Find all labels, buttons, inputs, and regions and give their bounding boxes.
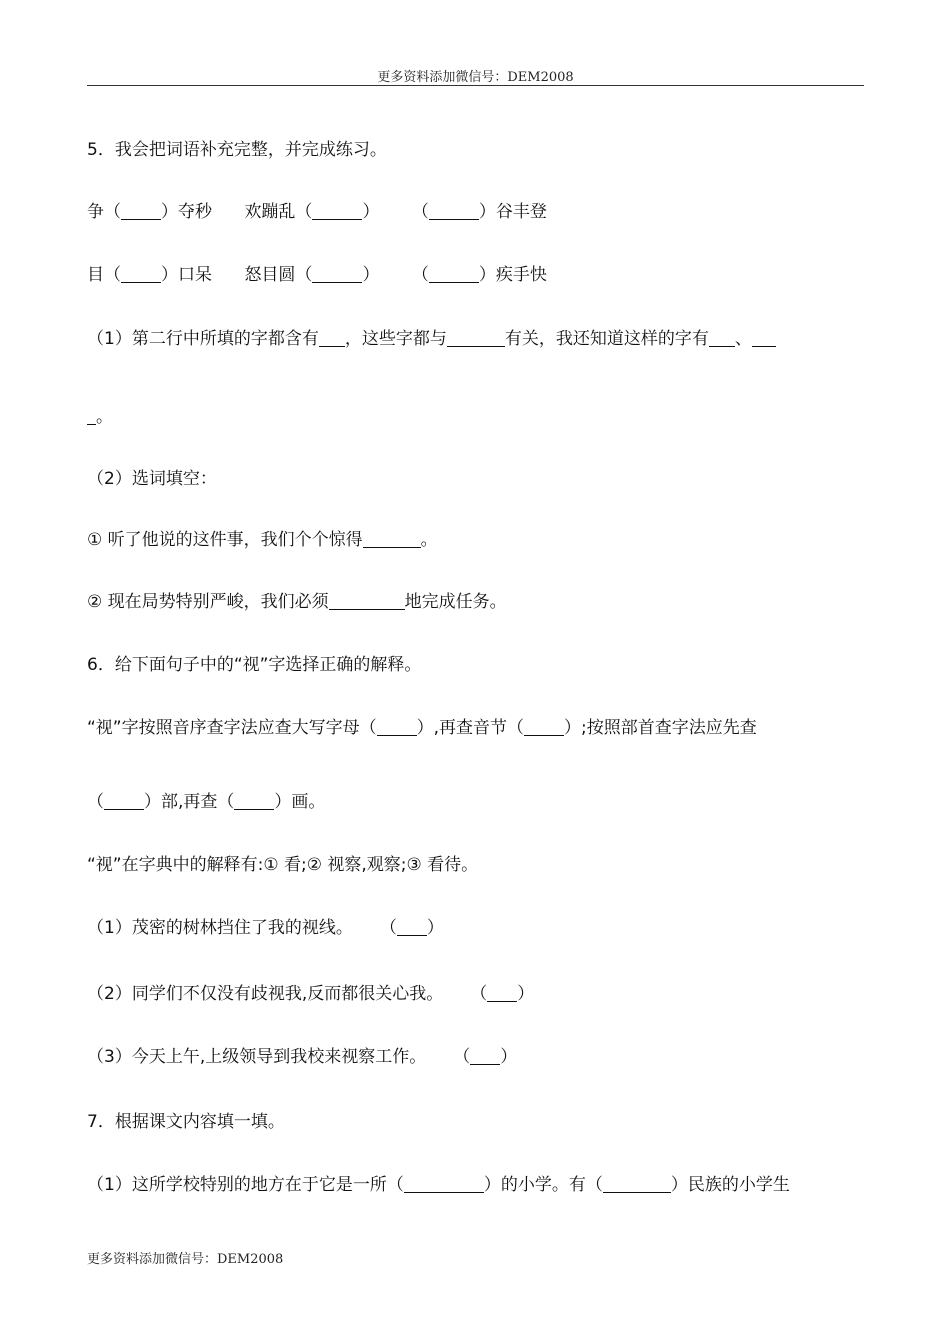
q5-row2-word2-end: ）	[362, 265, 380, 285]
q6-title: 6．给下面句子中的“视”字选择正确的解释。	[87, 655, 422, 675]
q5-sub1-blank2[interactable]	[447, 329, 505, 347]
q7-ethnic-blank[interactable]	[603, 1175, 671, 1193]
q5-sub1-blank3[interactable]	[709, 329, 735, 347]
q5-row2-word3-start: （	[411, 265, 429, 285]
page-footer: 更多资料添加微信号：DEM2008	[87, 1252, 284, 1267]
q5-row1-blank2[interactable]	[312, 202, 362, 220]
q5-item2-end: 地完成任务。	[404, 592, 507, 612]
q6-s2-blank[interactable]	[487, 984, 517, 1002]
q6-line1-part1: “视”字按照音序查字法应查大写字母（	[87, 718, 377, 738]
q6-line1	[87, 716, 757, 740]
q5-row1-word3-end: ）谷丰登	[478, 202, 547, 222]
q6-s3-close: ）	[500, 1047, 518, 1067]
q5-item2-text: ② 现在局势特别严峻，我们必须	[87, 592, 329, 612]
q5-item1-end: 。	[420, 530, 438, 550]
q6-line2-part3: ）画。	[274, 792, 326, 812]
q5-sub1-blank1[interactable]	[319, 329, 345, 347]
q6-s1-text: （1）茂密的树林挡住了我的视线。	[87, 918, 353, 938]
q5-sub1-part3: 有关，我还知道这样的字有	[504, 329, 709, 349]
q5-sub1-part1: （1）第二行中所填的字都含有	[87, 329, 319, 349]
q6-s1-close: ）	[426, 918, 444, 938]
q5-row1	[87, 200, 547, 224]
q5-sub1-part2: ，这些字都与	[344, 329, 447, 349]
q5-item2	[87, 590, 507, 614]
q5-row2-word1-start: 目（	[87, 265, 121, 285]
q5-sub1-blank4-cont[interactable]	[87, 407, 96, 425]
header-rule	[87, 85, 864, 86]
q5-row1-word2-end: ）	[362, 202, 380, 222]
q6-line1-part2: ）,再查音节（	[416, 718, 525, 738]
q6-line1-part3: ）;按照部首查字法应先查	[564, 718, 757, 738]
q6-s1-open: （	[379, 918, 397, 938]
q7-title: 7．根据课文内容填一填。	[87, 1112, 285, 1132]
q5-sub2-title: （2）选词填空：	[87, 469, 217, 489]
q7-line1	[87, 1173, 790, 1197]
q5-row2-word2-start: 怒目圆（	[244, 265, 313, 285]
q7-line1-part2: ）的小学。有（	[483, 1175, 603, 1195]
q6-s1-blank[interactable]	[397, 918, 427, 936]
q5-title: 5．我会把词语补充完整，并完成练习。	[87, 140, 387, 160]
q6-sentence1	[87, 916, 444, 940]
q5-row2-blank2[interactable]	[312, 265, 362, 283]
q5-row1-word1-start: 争（	[87, 202, 121, 222]
q6-line2-part1: （	[87, 792, 104, 812]
q7-line1-part1: （1）这所学校特别的地方在于它是一所（	[87, 1175, 404, 1195]
q6-s2-close: ）	[517, 984, 535, 1004]
q5-sub1-blank4[interactable]	[752, 329, 776, 347]
q6-s2-open: （	[470, 984, 488, 1004]
q5-row1-blank1[interactable]	[121, 202, 161, 220]
q5-row1-word3-start: （	[411, 202, 429, 222]
q7-line1-part3: ）民族的小学生	[670, 1175, 790, 1195]
q5-row1-blank3[interactable]	[429, 202, 479, 220]
q5-row2-word1-end: ）口呆	[161, 265, 212, 285]
q6-s3-open: （	[453, 1047, 471, 1067]
q5-sub1	[87, 327, 776, 351]
q5-sub1-part4: 、	[734, 329, 752, 349]
q6-letter-blank[interactable]	[377, 718, 417, 736]
q5-row2-word3-end: ）疾手快	[478, 265, 547, 285]
q6-line2	[87, 790, 325, 814]
q5-item1-text: ① 听了他说的这件事，我们个个惊得	[87, 530, 363, 550]
q5-item1	[87, 528, 438, 552]
q7-school-blank[interactable]	[404, 1175, 484, 1193]
q6-line2-part2: ）部,再查（	[144, 792, 235, 812]
q5-item1-blank[interactable]	[363, 530, 421, 548]
q6-sentence2	[87, 982, 534, 1006]
q6-s2-text: （2）同学们不仅没有歧视我,反而都很关心我。	[87, 984, 444, 1004]
q6-meanings: “视”在字典中的解释有:① 看;② 视察,观察;③ 看待。	[87, 855, 479, 875]
q6-syllable-blank[interactable]	[524, 718, 564, 736]
q5-sub1-period: 。	[96, 407, 113, 427]
q5-row2	[87, 263, 547, 287]
q5-item2-blank[interactable]	[329, 592, 405, 610]
q6-s3-blank[interactable]	[470, 1047, 500, 1065]
q5-row1-word1-end: ）夺秒	[161, 202, 212, 222]
q6-strokes-blank[interactable]	[234, 792, 274, 810]
q5-row2-blank1[interactable]	[121, 265, 161, 283]
q5-row1-word2-start: 欢蹦乱（	[244, 202, 313, 222]
q5-row2-blank3[interactable]	[429, 265, 479, 283]
q5-sub1-end	[87, 405, 113, 429]
q6-sentence3	[87, 1045, 517, 1069]
q6-s3-text: （3）今天上午,上级领导到我校来视察工作。	[87, 1047, 427, 1067]
page-header: 更多资料添加微信号：DEM2008	[377, 70, 574, 85]
q6-radical-blank[interactable]	[104, 792, 144, 810]
